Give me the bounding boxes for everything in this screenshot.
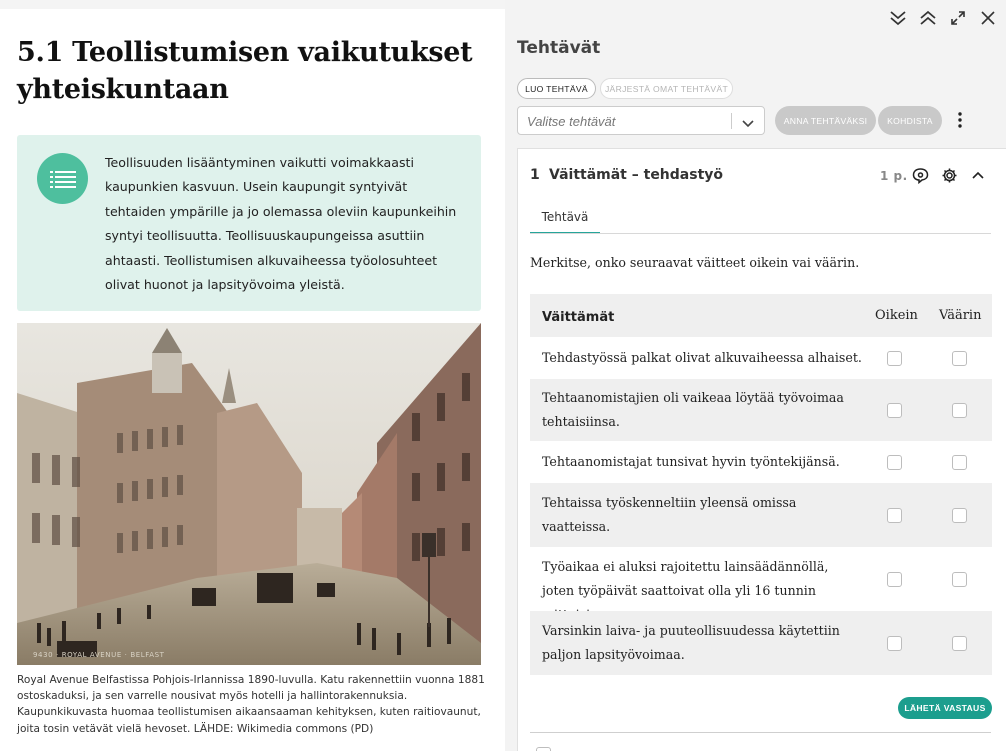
claim-text: Tehtaanomistajien oli vaikeaa löytää työvoimaa tehtaisiinsa.: [542, 390, 844, 429]
lesson-content: [0, 9, 505, 751]
list-icon: [37, 153, 88, 204]
collapse-up-icon[interactable]: [918, 8, 938, 28]
table-row: [530, 441, 992, 483]
claims-table: [530, 294, 992, 675]
intro-box: [17, 135, 481, 311]
false-checkbox[interactable]: [952, 572, 967, 587]
false-checkbox[interactable]: [952, 351, 967, 366]
task-points: 1 p.: [880, 169, 908, 183]
select-separator: [731, 113, 732, 129]
chevron-up-icon[interactable]: [969, 166, 987, 184]
table-row: [530, 547, 992, 611]
photo-watermark: 9430 · ROYAL AVENUE · BELFAST: [33, 651, 165, 659]
next-item-checkbox[interactable]: [536, 747, 551, 751]
column-false: Väärin: [939, 308, 982, 323]
target-button[interactable]: KOHDISTA: [878, 106, 942, 135]
page-title: 5.1 Teollistumisen vaikutukset yhteiskuntaan: [17, 37, 473, 105]
column-true: Oikein: [875, 308, 918, 323]
true-checkbox[interactable]: [887, 508, 902, 523]
task-instruction: Merkitse, onko seuraavat väitteet oikein vai väärin.: [530, 255, 860, 270]
table-row: [530, 611, 992, 675]
column-claims: Väittämät: [542, 310, 615, 325]
close-icon[interactable]: [978, 8, 998, 28]
kebab-menu-icon[interactable]: [952, 110, 968, 130]
false-checkbox[interactable]: [952, 403, 967, 418]
false-checkbox[interactable]: [952, 455, 967, 470]
card-divider: [530, 732, 991, 733]
table-row: [530, 337, 992, 379]
task-card: [517, 148, 1006, 751]
tasks-panel: [505, 0, 1006, 751]
table-row: [530, 379, 992, 441]
true-checkbox[interactable]: [887, 351, 902, 366]
true-checkbox[interactable]: [887, 455, 902, 470]
task-title: Väittämät – tehdastyö: [549, 167, 724, 183]
window-controls: [888, 8, 998, 28]
task-number: 1: [530, 167, 540, 183]
true-checkbox[interactable]: [887, 572, 902, 587]
task-select-placeholder: Valitse tehtävät: [527, 114, 616, 129]
chevron-down-icon[interactable]: [741, 116, 755, 134]
tab-divider: [530, 233, 991, 234]
panel-title: Tehtävät: [517, 38, 601, 58]
true-checkbox[interactable]: [887, 403, 902, 418]
intro-text: Teollisuuden lisääntyminen vaikutti voimakkaasti kaupunkien kasvuun. Usein kaupungit syntyivät tehtaiden ympärille ja jo olemassa oleviin kaupunkeihin syntyi teollisuutta. Teollisuuskaupungeissa asuttiin ahtaasti. Teollistumisen alkuvaiheessa työolosuhteet olivat huonot ja lapsityövoima yleistä.: [105, 155, 457, 293]
table-header: [530, 294, 992, 337]
submit-answer-button[interactable]: LÄHETÄ VASTAUS: [898, 697, 992, 719]
historical-photo: [17, 323, 481, 665]
false-checkbox[interactable]: [952, 636, 967, 651]
claim-text: Varsinkin laiva- ja puuteollisuudessa käytettiin paljon lapsityövoimaa.: [542, 623, 840, 662]
claim-text: Työaikaa ei aluksi rajoitettu lainsäädännöllä, joten työpäivät saattoivat olla yli 16 tunnin: [542, 559, 829, 598]
claim-text: Tehtaissa työskenneltiin yleensä omissa vaatteissa.: [542, 495, 797, 534]
feedback-icon[interactable]: [911, 166, 929, 184]
collapse-down-icon[interactable]: [888, 8, 908, 28]
false-checkbox[interactable]: [952, 508, 967, 523]
claim-text: Tehdastyössä palkat olivat alkuvaiheessa alhaiset.: [542, 350, 862, 365]
task-select[interactable]: [517, 106, 765, 135]
claim-text: Tehtaanomistajat tunsivat hyvin työntekijänsä.: [542, 454, 840, 469]
true-checkbox[interactable]: [887, 636, 902, 651]
tab-task[interactable]: Tehtävä: [530, 207, 600, 234]
assign-task-button[interactable]: ANNA TEHTÄVÄKSI: [775, 106, 876, 135]
photo-caption: Royal Avenue Belfastissa Pohjois-Irlannissa 1890-luvulla. Katu rakennettiin vuonna 1881 ostoskaduksi, ja sen varrelle nousivat myös hotelli ja hallintorakennuksia. Kaupunkikuvasta huomaa teollistumisen aikaansaaman kehityksen, kuten raitiovaunut, joita tosin vetävät vielä hevoset. LÄHDE: Wikimedia commons (PD): [17, 674, 485, 735]
table-row: [530, 483, 992, 547]
settings-gear-icon[interactable]: [940, 166, 958, 184]
expand-icon[interactable]: [948, 8, 968, 28]
create-task-button[interactable]: LUO TEHTÄVÄ: [517, 78, 596, 99]
arrange-tasks-button[interactable]: JÄRJESTÄ OMAT TEHTÄVÄT: [600, 78, 733, 99]
